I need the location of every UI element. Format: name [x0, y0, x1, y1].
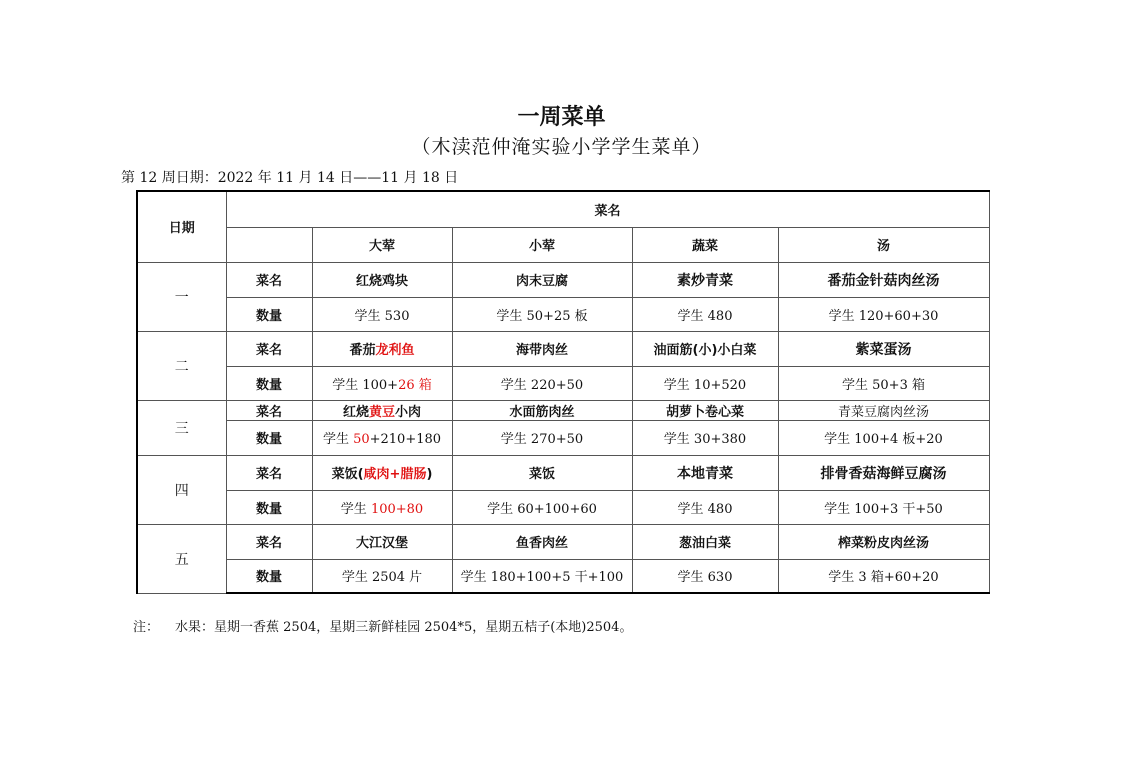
dish-big-meat [312, 455, 452, 490]
dish-highlight: 黄豆 [368, 404, 395, 420]
table-row [137, 420, 989, 455]
qty-small-meat: 学生 50+25 板 [452, 297, 632, 331]
note-label: 注： [133, 620, 160, 635]
note-text: 水果：星期一香蕉 2504，星期三新鲜桂园 2504*5，星期五桔子(本地)2504。 [175, 620, 633, 635]
table-row [137, 366, 989, 400]
table-row [137, 455, 989, 490]
qty-big-meat [312, 366, 452, 400]
dish-text: 红烧 [342, 404, 369, 420]
dish-text-suffix: 小肉 [395, 404, 422, 420]
dish-text: 番茄 [349, 343, 376, 358]
row-label-qty: 数量 [226, 490, 312, 524]
date-header: 日期 [137, 191, 226, 262]
dish-highlight: 咸肉+腊肠 [363, 467, 427, 482]
day-cell-wed: 三 [137, 400, 226, 455]
col-header-soup: 汤 [778, 227, 989, 262]
dish-big-meat: 大江汉堡 [312, 524, 452, 559]
dish-soup: 排骨香菇海鲜豆腐汤 [778, 455, 989, 490]
dish-vegetable: 胡萝卜卷心菜 [632, 400, 778, 420]
page-subtitle: （木渎范仲淹实验小学学生菜单） [411, 136, 712, 158]
qty-small-meat: 学生 220+50 [452, 366, 632, 400]
col-header-small-meat: 小荤 [452, 227, 632, 262]
dish-small-meat: 海带肉丝 [452, 331, 632, 366]
fruit-note [133, 619, 632, 637]
qty-soup: 学生 50+3 箱 [778, 366, 989, 400]
qty-highlight: 100+80 [370, 501, 424, 517]
qty-big-meat [312, 490, 452, 524]
dish-vegetable: 素炒青菜 [632, 262, 778, 297]
dish-soup: 青菜豆腐肉丝汤 [778, 400, 989, 420]
qty-soup: 学生 3 箱+60+20 [778, 559, 989, 593]
dish-small-meat: 鱼香肉丝 [452, 524, 632, 559]
dish-big-meat: 红烧鸡块 [312, 262, 452, 297]
qty-vegetable: 学生 480 [632, 297, 778, 331]
row-label-qty: 数量 [226, 420, 312, 455]
table-row [137, 331, 989, 366]
col-header-big-meat: 大荤 [312, 227, 452, 262]
table-row [137, 559, 989, 593]
qty-big-meat: 学生 530 [312, 297, 452, 331]
dish-big-meat [312, 331, 452, 366]
row-label-dish: 菜名 [226, 455, 312, 490]
col-header-vegetable: 蔬菜 [632, 227, 778, 262]
table-row [137, 490, 989, 524]
label-column-header [226, 227, 312, 262]
dish-small-meat: 肉末豆腐 [452, 262, 632, 297]
qty-vegetable: 学生 10+520 [632, 366, 778, 400]
dish-soup: 番茄金针菇肉丝汤 [778, 262, 989, 297]
row-label-dish: 菜名 [226, 524, 312, 559]
table-row [137, 262, 989, 297]
dish-small-meat: 水面筋肉丝 [452, 400, 632, 420]
row-label-qty: 数量 [226, 559, 312, 593]
dish-vegetable: 葱油白菜 [632, 524, 778, 559]
menu-table [136, 190, 990, 594]
qty-vegetable: 学生 630 [632, 559, 778, 593]
row-label-dish: 菜名 [226, 262, 312, 297]
table-row [137, 524, 989, 559]
qty-small-meat: 学生 270+50 [452, 420, 632, 455]
qty-small-meat: 学生 60+100+60 [452, 490, 632, 524]
row-label-qty: 数量 [226, 297, 312, 331]
dish-text-suffix: ) [426, 467, 433, 482]
row-label-dish: 菜名 [226, 400, 312, 420]
dish-soup: 榨菜粉皮肉丝汤 [778, 524, 989, 559]
qty-soup: 学生 120+60+30 [778, 297, 989, 331]
qty-small-meat: 学生 180+100+5 干+100 [452, 559, 632, 593]
dish-highlight: 龙利鱼 [375, 343, 415, 358]
qty-big-meat [312, 420, 452, 455]
qty-big-meat: 学生 2504 片 [312, 559, 452, 593]
day-cell-tue: 二 [137, 331, 226, 400]
dish-text: 菜饭( [331, 467, 364, 482]
table-row [137, 400, 989, 420]
table-row [137, 297, 989, 331]
day-cell-mon: 一 [137, 262, 226, 331]
qty-text: 学生 [340, 501, 371, 517]
row-label-qty: 数量 [226, 366, 312, 400]
week-date-line: 第 12 周日期：2022 年 11 月 14 日——11 月 18 日 [121, 170, 459, 186]
qty-text: 学生 [322, 432, 354, 447]
row-label-dish: 菜名 [226, 331, 312, 366]
qty-highlight: 26 箱 [398, 377, 432, 393]
dish-big-meat [312, 400, 452, 420]
dish-vegetable: 油面筋(小)小白菜 [632, 331, 778, 366]
menu-header: 菜名 [226, 191, 989, 227]
qty-vegetable: 学生 30+380 [632, 420, 778, 455]
dish-soup: 紫菜蛋汤 [778, 331, 989, 366]
page-title: 一周菜单 [517, 105, 606, 130]
day-cell-fri: 五 [137, 524, 226, 593]
qty-text: 学生 100+ [332, 377, 399, 393]
day-cell-thu: 四 [137, 455, 226, 524]
header-row-2 [137, 227, 989, 262]
qty-text-suffix: +210+180 [369, 432, 442, 447]
qty-vegetable: 学生 480 [632, 490, 778, 524]
qty-highlight: 50 [353, 432, 370, 447]
qty-soup: 学生 100+3 干+50 [778, 490, 989, 524]
qty-soup: 学生 100+4 板+20 [778, 420, 989, 455]
dish-small-meat: 菜饭 [452, 455, 632, 490]
dish-vegetable: 本地青菜 [632, 455, 778, 490]
header-row-1 [137, 191, 989, 227]
